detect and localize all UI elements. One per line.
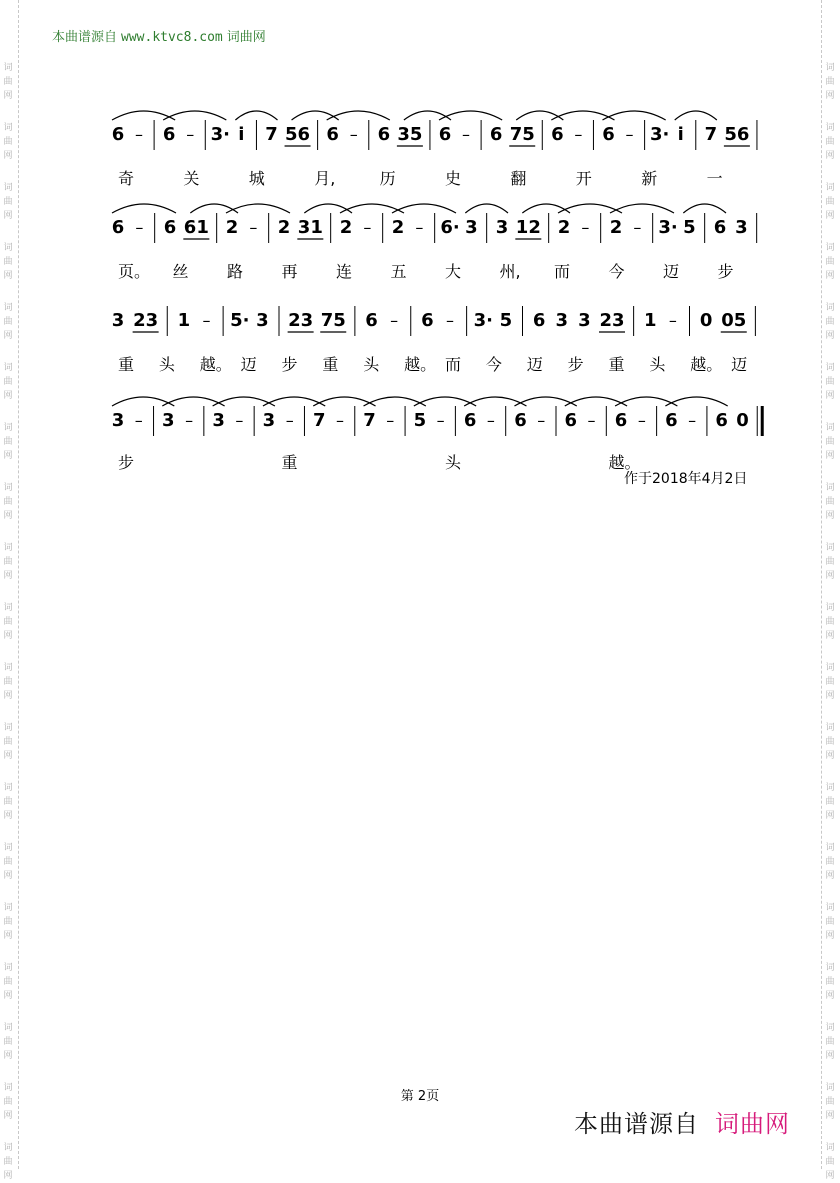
note: 2 bbox=[339, 217, 353, 238]
watermark-glyph: 词 bbox=[825, 783, 835, 793]
note: 3 bbox=[578, 310, 591, 331]
watermark-glyph: 网 bbox=[3, 271, 13, 281]
brand-footer bbox=[574, 1104, 790, 1139]
lyric-syllable: 越。 bbox=[608, 453, 641, 472]
watermark-glyph: 词 bbox=[3, 363, 13, 373]
note: 35 bbox=[397, 124, 423, 145]
brand-left: 本曲谱源自 bbox=[574, 1110, 699, 1138]
watermark-glyph: 曲 bbox=[3, 737, 13, 747]
note: i bbox=[238, 124, 245, 145]
lyric-syllable: 迈 bbox=[663, 262, 680, 281]
watermark-glyph: 网 bbox=[825, 1051, 835, 1061]
note: 6 bbox=[377, 124, 391, 145]
watermark-glyph: 曲 bbox=[825, 497, 835, 507]
note: 6 bbox=[614, 410, 628, 431]
note: 6 bbox=[111, 217, 125, 238]
note: 6 bbox=[713, 217, 727, 238]
note: 1 bbox=[643, 310, 657, 331]
note: – bbox=[202, 311, 211, 330]
note: – bbox=[668, 311, 677, 330]
note: 3· bbox=[658, 217, 678, 238]
header-prefix: 本曲谱源自 bbox=[52, 30, 118, 45]
note: 5· bbox=[230, 310, 250, 331]
watermark-glyph: 词 bbox=[3, 303, 13, 313]
watermark-glyph: 网 bbox=[825, 751, 835, 761]
note: – bbox=[633, 218, 642, 237]
lyric-syllable: 越。 bbox=[404, 355, 437, 374]
watermark-glyph: 网 bbox=[3, 991, 13, 1001]
lyric-syllable: 重 bbox=[322, 355, 339, 374]
watermark-glyph: 曲 bbox=[825, 317, 835, 327]
watermark-glyph: 词 bbox=[3, 783, 13, 793]
note: 23 bbox=[599, 310, 625, 331]
watermark-glyph: 词 bbox=[3, 1143, 13, 1153]
watermark-glyph: 网 bbox=[3, 931, 13, 941]
watermark-glyph: 网 bbox=[825, 931, 835, 941]
watermark-glyph: 词 bbox=[3, 603, 13, 613]
watermark-glyph: 网 bbox=[825, 331, 835, 341]
note: 3 bbox=[555, 310, 569, 331]
watermark-glyph: 词 bbox=[825, 1143, 835, 1153]
header-suffix: 词曲网 bbox=[226, 30, 266, 45]
tie-slur bbox=[404, 111, 451, 120]
note: – bbox=[336, 411, 344, 430]
watermark-glyph: 网 bbox=[3, 1171, 13, 1181]
watermark-glyph: 网 bbox=[825, 1111, 835, 1121]
watermark-glyph: 词 bbox=[3, 483, 13, 493]
watermark-glyph: 词 bbox=[3, 243, 13, 253]
note: 0 bbox=[699, 310, 713, 331]
watermark-glyph: 网 bbox=[3, 871, 13, 881]
note: – bbox=[285, 411, 294, 430]
lyric-syllable: 页。 bbox=[118, 262, 151, 281]
watermark-glyph: 曲 bbox=[3, 857, 13, 867]
watermark-glyph: 词 bbox=[3, 963, 13, 973]
watermark-glyph: 词 bbox=[825, 63, 835, 73]
watermark-glyph: 曲 bbox=[825, 677, 835, 687]
lyric-syllable: 丝 bbox=[172, 262, 189, 281]
tie-slur bbox=[190, 204, 238, 213]
watermark-glyph: 网 bbox=[3, 571, 13, 581]
lyric-syllable: 连 bbox=[336, 262, 353, 281]
watermark-glyph: 曲 bbox=[3, 437, 13, 447]
lyric-syllable: 关 bbox=[183, 169, 200, 188]
note: 3 bbox=[111, 310, 125, 331]
note: – bbox=[134, 411, 143, 430]
watermark-glyph: 曲 bbox=[3, 77, 13, 87]
watermark-glyph: 曲 bbox=[3, 497, 13, 507]
lyric-syllable: 迈 bbox=[526, 355, 543, 374]
note: 3 bbox=[465, 217, 478, 238]
watermark-glyph: 曲 bbox=[3, 137, 13, 147]
watermark-glyph: 词 bbox=[3, 123, 13, 133]
note: 3· bbox=[649, 124, 670, 145]
note: 3 bbox=[212, 410, 225, 431]
note: 1 bbox=[177, 310, 191, 331]
note: – bbox=[186, 125, 195, 144]
note: – bbox=[436, 411, 445, 430]
watermark-glyph: 曲 bbox=[825, 1157, 835, 1167]
watermark-glyph: 曲 bbox=[825, 737, 835, 747]
watermark-glyph: 词 bbox=[3, 423, 13, 433]
watermark-glyph: 词 bbox=[825, 603, 835, 613]
watermark-glyph: 网 bbox=[825, 211, 835, 221]
lyric-syllable: 开 bbox=[575, 169, 592, 188]
note: 2 bbox=[391, 217, 405, 238]
note: 6 bbox=[463, 410, 477, 431]
watermark-glyph: 网 bbox=[825, 991, 835, 1001]
watermark-glyph: 曲 bbox=[825, 557, 835, 567]
lyric-syllable: 路 bbox=[227, 262, 244, 281]
watermark-glyph: 网 bbox=[825, 691, 835, 701]
note: 6· bbox=[440, 217, 460, 238]
note: – bbox=[637, 411, 646, 430]
note: 6 bbox=[514, 410, 527, 431]
lyric-syllable: 新 bbox=[641, 169, 658, 188]
watermark-glyph: 词 bbox=[825, 243, 835, 253]
note: 2 bbox=[277, 217, 291, 238]
watermark-glyph: 词 bbox=[3, 723, 13, 733]
tie-slur bbox=[304, 204, 352, 213]
note: – bbox=[587, 411, 596, 430]
lyric-syllable: 一 bbox=[706, 169, 723, 188]
lyric-syllable: 奇 bbox=[118, 169, 135, 188]
watermark-glyph: 曲 bbox=[825, 1097, 835, 1107]
note: – bbox=[574, 125, 583, 144]
note: 61 bbox=[183, 217, 209, 238]
lyric-syllable: 今 bbox=[485, 355, 502, 374]
watermark-glyph: 词 bbox=[3, 543, 13, 553]
note: 3 bbox=[735, 217, 748, 238]
watermark-glyph: 曲 bbox=[3, 197, 13, 207]
lyric-syllable: 步 bbox=[118, 453, 135, 472]
note: 6 bbox=[162, 124, 176, 145]
watermark-glyph: 曲 bbox=[825, 617, 835, 627]
watermark-glyph: 曲 bbox=[3, 797, 13, 807]
watermark-glyph: 网 bbox=[825, 511, 835, 521]
note: 5 bbox=[413, 410, 427, 431]
note: 23 bbox=[133, 310, 159, 331]
tie-slur bbox=[683, 204, 726, 213]
note: – bbox=[363, 218, 372, 237]
lyric-syllable: 重 bbox=[608, 355, 625, 374]
note: 3 bbox=[111, 410, 125, 431]
note: 6 bbox=[111, 124, 125, 145]
lyric-syllable: 翻 bbox=[510, 169, 527, 188]
note: – bbox=[415, 218, 424, 237]
watermark-glyph: 词 bbox=[3, 63, 13, 73]
watermark-glyph: 曲 bbox=[825, 917, 835, 927]
note: 2 bbox=[557, 217, 571, 238]
tie-slur bbox=[112, 204, 176, 213]
composition-date: 作于2018年4月2日 bbox=[624, 471, 748, 487]
watermark-glyph: 网 bbox=[825, 391, 835, 401]
lyric-syllable: 步 bbox=[717, 262, 734, 281]
lyric-syllable: 重 bbox=[118, 355, 135, 374]
watermark-glyph: 网 bbox=[3, 451, 13, 461]
lyric-syllable: 再 bbox=[281, 262, 298, 281]
note: 2 bbox=[609, 217, 623, 238]
note: i bbox=[677, 124, 684, 145]
watermark-glyph: 词 bbox=[825, 363, 835, 373]
lyric-syllable: 步 bbox=[281, 355, 298, 374]
note: 6 bbox=[489, 124, 503, 145]
note: 75 bbox=[320, 310, 346, 331]
note: 6 bbox=[665, 410, 678, 431]
watermark-glyph: 曲 bbox=[825, 77, 835, 87]
tie-slur bbox=[292, 111, 339, 120]
note: 3· bbox=[473, 310, 493, 331]
watermark-glyph: 网 bbox=[825, 631, 835, 641]
lyric-syllable: 五 bbox=[390, 262, 407, 281]
watermark-glyph: 网 bbox=[825, 271, 835, 281]
tie-slur bbox=[516, 111, 563, 120]
watermark-glyph: 网 bbox=[825, 151, 835, 161]
watermark-glyph: 网 bbox=[3, 211, 13, 221]
watermark-glyph: 曲 bbox=[3, 617, 13, 627]
note: 0 bbox=[736, 410, 749, 431]
watermark-glyph: 词 bbox=[825, 903, 835, 913]
lyric-syllable: 州, bbox=[499, 262, 521, 281]
note: 56 bbox=[285, 124, 311, 145]
watermark-glyph: 曲 bbox=[3, 1157, 13, 1167]
jianpu-score bbox=[0, 0, 840, 520]
note: 6 bbox=[564, 410, 578, 431]
note: – bbox=[537, 411, 546, 430]
note: – bbox=[625, 125, 634, 144]
lyric-syllable: 重 bbox=[281, 453, 298, 472]
note: 2 bbox=[225, 217, 239, 238]
watermark-glyph: 词 bbox=[825, 663, 835, 673]
watermark-glyph: 曲 bbox=[825, 977, 835, 987]
watermark-glyph: 网 bbox=[825, 1171, 835, 1181]
note: 05 bbox=[721, 310, 747, 331]
watermark-glyph: 网 bbox=[3, 1051, 13, 1061]
watermark-glyph: 词 bbox=[3, 843, 13, 853]
lyric-syllable: 而 bbox=[554, 262, 571, 281]
note: – bbox=[462, 125, 471, 144]
watermark-glyph: 曲 bbox=[825, 137, 835, 147]
tie-slur bbox=[522, 204, 570, 213]
watermark-glyph: 曲 bbox=[3, 677, 13, 687]
lyric-syllable: 迈 bbox=[731, 355, 748, 374]
note: 6 bbox=[421, 310, 434, 331]
watermark-glyph: 词 bbox=[825, 1023, 835, 1033]
header-site-link[interactable]: www.ktvc8.com bbox=[121, 30, 223, 45]
watermark-glyph: 曲 bbox=[825, 437, 835, 447]
lyric-syllable: 城 bbox=[248, 169, 265, 188]
watermark-glyph: 网 bbox=[3, 1111, 13, 1121]
watermark-glyph: 词 bbox=[825, 303, 835, 313]
lyric-syllable: 月, bbox=[314, 169, 336, 188]
watermark-glyph: 词 bbox=[825, 963, 835, 973]
watermark-glyph: 曲 bbox=[825, 377, 835, 387]
watermark-glyph: 网 bbox=[825, 811, 835, 821]
lyric-syllable: 头 bbox=[363, 355, 380, 374]
note: 75 bbox=[509, 124, 535, 145]
lyric-syllable: 历 bbox=[379, 169, 396, 188]
tie-slur bbox=[675, 111, 717, 120]
watermark-glyph: 网 bbox=[3, 151, 13, 161]
watermark-glyph: 曲 bbox=[3, 977, 13, 987]
note: – bbox=[688, 411, 697, 430]
note: 12 bbox=[515, 217, 541, 238]
watermark-glyph: 曲 bbox=[825, 197, 835, 207]
tie-slur bbox=[465, 204, 508, 213]
note: 7 bbox=[265, 124, 278, 145]
lyric-syllable: 迈 bbox=[240, 355, 257, 374]
note: – bbox=[386, 411, 395, 430]
note: – bbox=[235, 411, 244, 430]
watermark-glyph: 词 bbox=[3, 1083, 13, 1093]
brand-right: 词曲网 bbox=[715, 1110, 790, 1138]
note: 5 bbox=[683, 217, 696, 238]
note: 31 bbox=[297, 217, 323, 238]
watermark-glyph: 曲 bbox=[3, 377, 13, 387]
watermark-glyph: 网 bbox=[825, 91, 835, 101]
watermark-glyph: 词 bbox=[825, 423, 835, 433]
note: 6 bbox=[715, 410, 728, 431]
note: 6 bbox=[532, 310, 546, 331]
watermark-glyph: 曲 bbox=[3, 557, 13, 567]
lyric-syllable: 头 bbox=[158, 355, 175, 374]
watermark-glyph: 曲 bbox=[825, 257, 835, 267]
watermark-glyph: 词 bbox=[825, 123, 835, 133]
note: – bbox=[581, 218, 590, 237]
note: – bbox=[135, 125, 144, 144]
watermark-glyph: 网 bbox=[3, 811, 13, 821]
watermark-glyph: 词 bbox=[825, 1083, 835, 1093]
note: 6 bbox=[365, 310, 378, 331]
lyric-syllable: 头 bbox=[649, 355, 666, 374]
note: 56 bbox=[724, 124, 750, 145]
watermark-glyph: 网 bbox=[825, 871, 835, 881]
watermark-glyph: 曲 bbox=[3, 1097, 13, 1107]
watermark-glyph: 曲 bbox=[3, 1037, 13, 1047]
note: – bbox=[390, 311, 399, 330]
note: 5 bbox=[499, 310, 513, 331]
watermark-glyph: 网 bbox=[3, 511, 13, 521]
note: 7 bbox=[312, 410, 326, 431]
watermark-glyph: 曲 bbox=[3, 917, 13, 927]
lyric-syllable: 越。 bbox=[690, 355, 723, 374]
tie-slur bbox=[235, 111, 277, 120]
note: 7 bbox=[704, 124, 718, 145]
watermark-glyph: 网 bbox=[825, 451, 835, 461]
page-number: 第 2页 bbox=[400, 1089, 440, 1104]
watermark-glyph: 曲 bbox=[825, 857, 835, 867]
note: 6 bbox=[602, 124, 615, 145]
lyric-syllable: 今 bbox=[608, 262, 625, 281]
watermark-glyph: 词 bbox=[825, 483, 835, 493]
lyric-syllable: 大 bbox=[445, 262, 462, 281]
note: 23 bbox=[288, 310, 314, 331]
watermark-glyph: 词 bbox=[3, 183, 13, 193]
note: 3 bbox=[162, 410, 175, 431]
lyric-syllable: 越。 bbox=[199, 355, 232, 374]
lyric-syllable: 步 bbox=[567, 355, 584, 374]
note: 7 bbox=[363, 410, 376, 431]
watermark-glyph: 词 bbox=[825, 723, 835, 733]
watermark-glyph: 词 bbox=[825, 543, 835, 553]
watermark-glyph: 曲 bbox=[3, 257, 13, 267]
note: – bbox=[349, 125, 358, 144]
watermark-glyph: 词 bbox=[3, 663, 13, 673]
note: 6 bbox=[326, 124, 339, 145]
lyric-syllable: 而 bbox=[445, 355, 462, 374]
note: 3 bbox=[256, 310, 269, 331]
note: 3· bbox=[210, 124, 231, 145]
watermark-glyph: 词 bbox=[3, 903, 13, 913]
note: – bbox=[486, 411, 495, 430]
watermark-glyph: 词 bbox=[825, 843, 835, 853]
watermark-glyph: 网 bbox=[3, 631, 13, 641]
watermark-glyph: 网 bbox=[825, 571, 835, 581]
note: – bbox=[446, 311, 454, 330]
watermark-glyph: 网 bbox=[3, 391, 13, 401]
note: 6 bbox=[163, 217, 177, 238]
note: 3 bbox=[262, 410, 276, 431]
watermark-glyph: 曲 bbox=[825, 797, 835, 807]
watermark-glyph: 曲 bbox=[825, 1037, 835, 1047]
watermark-glyph: 词 bbox=[825, 183, 835, 193]
note: – bbox=[249, 218, 258, 237]
watermark-glyph: 网 bbox=[3, 331, 13, 341]
note: – bbox=[185, 411, 194, 430]
watermark-glyph: 网 bbox=[3, 691, 13, 701]
lyric-syllable: 史 bbox=[445, 169, 462, 188]
note: 3 bbox=[495, 217, 509, 238]
watermark-glyph: 曲 bbox=[3, 317, 13, 327]
watermark-glyph: 网 bbox=[3, 751, 13, 761]
note: 6 bbox=[551, 124, 564, 145]
watermark-glyph: 词 bbox=[3, 1023, 13, 1033]
lyric-syllable: 头 bbox=[445, 453, 462, 472]
watermark-glyph: 网 bbox=[3, 91, 13, 101]
note: 6 bbox=[438, 124, 452, 145]
note: – bbox=[135, 218, 144, 237]
